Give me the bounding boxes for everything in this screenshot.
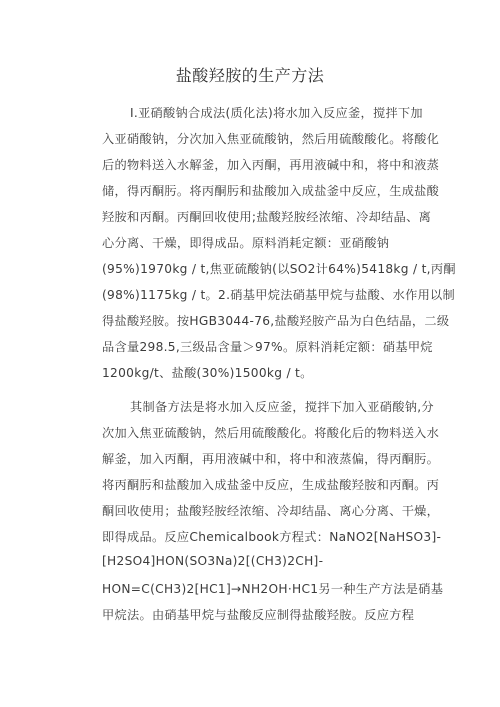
text-line: 得盐酸羟胺。按HGB3044-76,盐酸羟胺产品为白色结晶，二级 — [102, 314, 450, 328]
text-line: 羟胺和丙酮。丙酮回收使用;盐酸羟胺经浓缩、冷却结晶、离 — [102, 210, 432, 224]
text-line: 解釜，加入丙酮，再用液碱中和，将中和液蒸偏，得丙酮肟。 — [102, 452, 440, 466]
text-line: 品含量298.5,三级品含量＞97%。原料消耗定额：硝基甲烷 — [102, 340, 433, 354]
text-line: 酮回收使用；盐酸羟胺经浓缩、冷却结晶、离心分离、干燥， — [102, 504, 440, 518]
text-line: 1200kg/t、盐酸(30%)1500kg / t。 — [102, 366, 313, 380]
text-line: 入亚硝酸钠，分次加入焦亚硫酸钠，然后用硫酸酸化。将酸化 — [102, 132, 440, 146]
text-line: [H2SO4]HON(SO3Na)2[(CH3)2CH]- — [102, 554, 324, 568]
text-line: I.亚硝酸钠合成法(质化法)将水加入反应釜，搅拌下加 — [130, 106, 423, 120]
text-line: 心分离、干燥，即得成品。原料消耗定额：亚硝酸钠 — [102, 236, 390, 250]
document-title: 盐酸羟胺的生产方法 — [175, 66, 325, 85]
text-line: 后的物料送入水解釜，加入丙酮，再用液碱中和，将中和液蒸 — [102, 158, 440, 172]
text-line: 即得成品。反应Chemicalbook方程式：NaNO2[NaHSO3]- — [102, 530, 442, 544]
text-line: HON=C(CH3)2[HC1]→NH2OH·HC1另一种生产方法是硝基 — [102, 582, 444, 596]
text-line: (95%)1970kg / t,焦亚硫酸钠(以SO2计64%)5418kg / t,丙酮 — [102, 262, 456, 276]
text-line: (98%)1175kg / t。2.硝基甲烷法硝基甲烷与盐酸、水作用以制 — [102, 288, 456, 302]
text-line: 次加入焦亚硫酸钠，然后用硫酸酸化。将酸化后的物料送入水 — [102, 426, 440, 440]
text-line: 储，得丙酮肟。将丙酮肟和盐酸加入成盐釜中反应，生成盐酸 — [102, 184, 440, 198]
text-line: 将丙酮肟和盐酸加入成盐釜中反应，生成盐酸羟胺和丙酮。丙 — [102, 478, 440, 492]
text-line: 甲烷法。由硝基甲烷与盐酸反应制得盐酸羟胺。反应方程 — [102, 608, 415, 622]
text-line: 其制备方法是将水加入反应釜，搅拌下加入亚硝酸钠,分 — [130, 400, 434, 414]
